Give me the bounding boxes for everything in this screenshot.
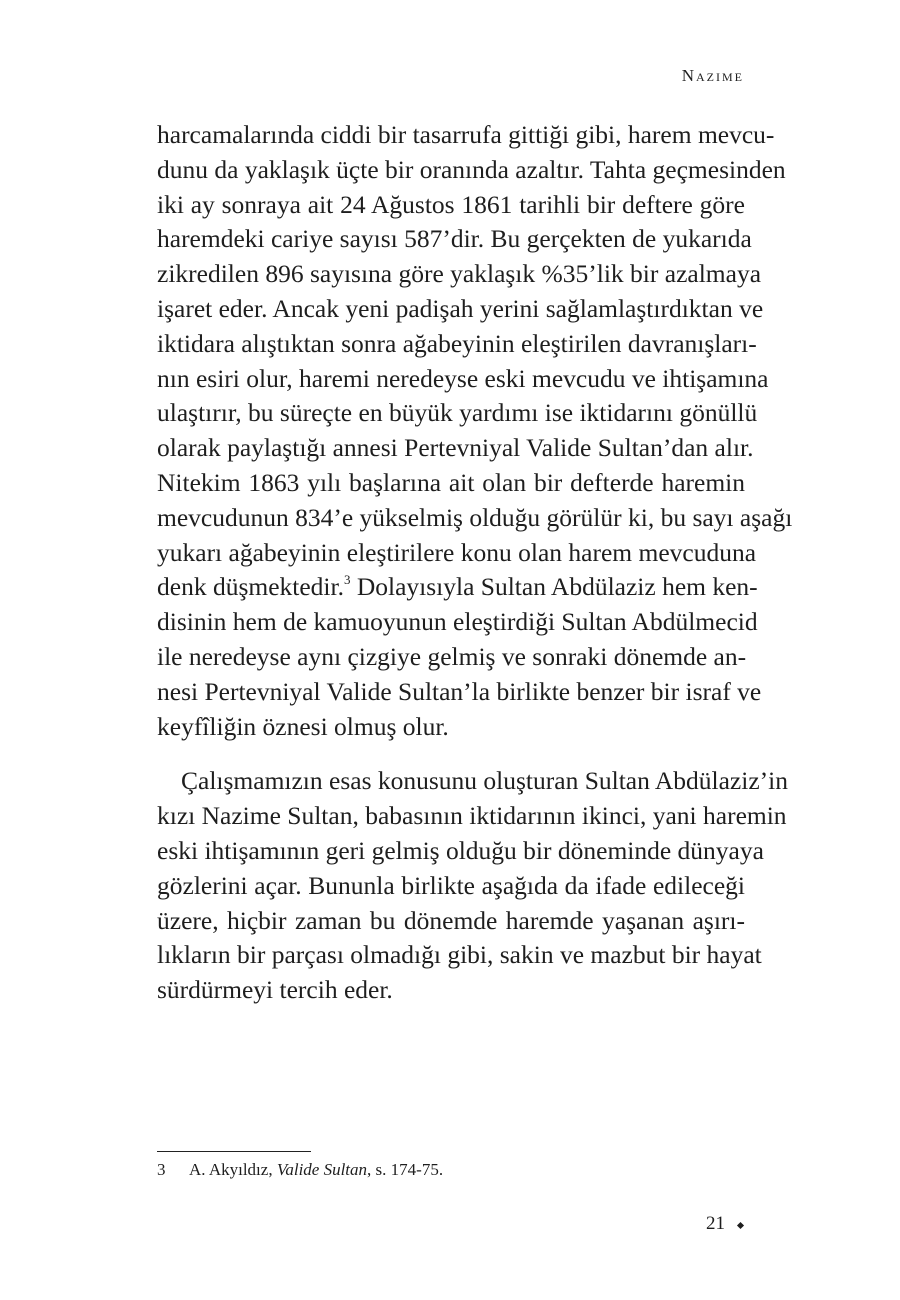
text-line: nesi Pertevniyal Valide Sultan’la birlikte benzer bir israf ve	[157, 676, 762, 706]
footnote-number: 3	[157, 1160, 166, 1179]
text-line: dunu da yaklaşık üçte bir oranında azaltır. Tahta geçmesinden	[157, 154, 786, 184]
text-line: iki ay sonraya ait 24 Ağustos 1861 tarihli bir deftere göre	[157, 189, 745, 219]
diamond-ornament-icon	[737, 1222, 744, 1229]
text-line: keyfîliğin öznesi olmuş olur.	[157, 711, 449, 741]
footnote-title: Valide Sultan	[276, 1160, 368, 1179]
paragraph-2	[157, 764, 788, 1008]
text-line: işaret eder. Ancak yeni padişah yerini sağlamlaştırdıktan ve	[157, 293, 764, 323]
text-line: ile neredeyse aynı çizgiye gelmiş ve sonraki dönemde an-	[157, 641, 747, 671]
body-text	[157, 118, 793, 1008]
text-fragment: denk düşmektedir.	[157, 572, 344, 602]
footnote-author: A. Akyıldız,	[189, 1160, 277, 1179]
text-line-with-footnote	[157, 570, 758, 605]
text-line: haremdeki cariye sayısı 587’dir. Bu gerçekten de yukarıda	[157, 224, 752, 254]
text-line: Nitekim 1863 yılı başlarına ait olan bir defterde haremin	[157, 467, 745, 497]
page-number: 21	[706, 1213, 725, 1234]
text-line: üzere, hiçbir zaman bu dönemde haremde yaşanan aşırı-	[157, 905, 745, 935]
text-line: mevcudunun 834’e yükselmiş olduğu görülür ki, bu sayı aşağı	[157, 502, 793, 532]
text-line: eski ihtişamının geri gelmiş olduğu bir döneminde dünyaya	[157, 835, 764, 865]
text-line: lıkların bir parçası olmadığı gibi, sakin ve mazbut bir hayat	[157, 940, 762, 970]
footnote-reference: 3	[343, 572, 351, 588]
footnote-divider	[157, 1151, 311, 1152]
text-line: zikredilen 896 sayısına göre yaklaşık %35’lik bir azalmaya	[157, 259, 762, 289]
text-line: harcamalarında ciddi bir tasarrufa gittiği gibi, harem mevcu-	[157, 120, 775, 149]
paragraph-1	[157, 118, 793, 744]
text-line: gözlerini açar. Bununla birlikte aşağıda da ifade edileceği	[157, 870, 745, 900]
footnote	[157, 1160, 443, 1180]
text-line: yukarı ağabeyinin eleştirilere konu olan harem mevcuduna	[157, 537, 757, 567]
text-line: Çalışmamızın esas konusunu oluşturan Sultan Abdülaziz’in	[181, 766, 788, 796]
text-line: ulaştırır, bu süreçte en büyük yardımı ise iktidarını gönüllü	[157, 398, 758, 428]
text-line: iktidara alıştıktan sonra ağabeyinin eleştirilen davranışları-	[157, 328, 757, 358]
text-fragment: Dolayısıyla Sultan Abdülaziz hem ken-	[350, 572, 758, 602]
text-line: kızı Nazime Sultan, babasının iktidarının ikinci, yani haremin	[157, 801, 787, 831]
running-head: Nazime	[681, 66, 744, 85]
text-line: disinin hem de kamuoyunun eleştirdiği Sultan Abdülmecid	[157, 607, 758, 637]
text-line: nın esiri olur, haremi neredeyse eski mevcudu ve ihtişamına	[157, 363, 769, 393]
text-line: sürdürmeyi tercih eder.	[157, 975, 393, 1005]
footnote-pages: , s. 174-75.	[367, 1160, 444, 1179]
text-line: olarak paylaştığı annesi Pertevniyal Valide Sultan’dan alır.	[157, 433, 754, 463]
